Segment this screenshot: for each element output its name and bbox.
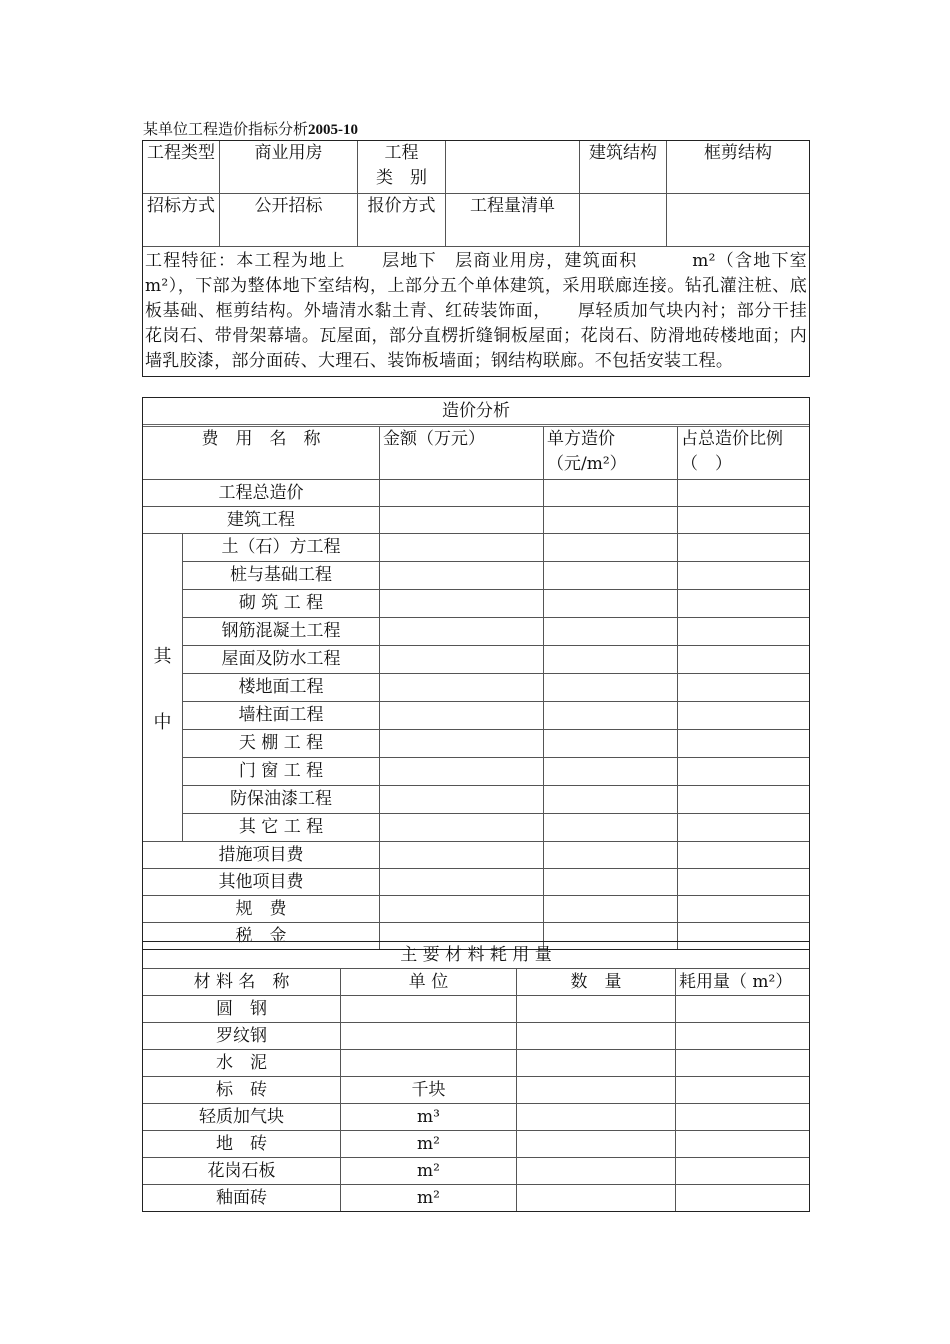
value-cell [380,674,544,701]
material-quantity [517,1023,676,1049]
value-cell [380,786,544,813]
value-cell [678,534,809,561]
table-row [183,786,809,814]
value-cell [380,534,544,561]
row-label: 其他项目费 [143,869,380,895]
material-usage [676,1023,809,1049]
value-cell [380,646,544,673]
of-which-label: 其 中 [143,534,183,841]
material-quantity [517,1158,676,1184]
value-cell [544,786,678,813]
features-row [143,247,842,376]
table-row [183,730,809,758]
quotation-method-value: 工程量清单 [446,194,580,246]
cost-section-title: 造价分析 [442,401,510,421]
material-row [143,1131,809,1158]
row-label: 防保油漆工程 [183,786,380,813]
project-type-value: 商业用房 [220,141,358,193]
project-category-label: 工程 类 别 [358,141,446,193]
table-row [183,702,809,730]
material-usage [676,1104,809,1130]
material-usage [676,1131,809,1157]
material-unit: 千块 [341,1077,517,1103]
material-quantity [517,1077,676,1103]
table-row [143,896,809,923]
value-cell [380,590,544,617]
table-row [183,646,809,674]
col-unit: 单 位 [341,969,517,995]
row-label: 工程总造价 [143,480,380,506]
material-name: 标 砖 [143,1077,341,1103]
value-cell [544,869,678,895]
material-unit: m³ [341,1104,517,1130]
material-quantity [517,1185,676,1211]
value-cell [544,562,678,589]
project-type-label: 工程类型 [143,141,220,193]
value-cell [380,758,544,785]
material-row [143,1158,809,1185]
info-row-1 [143,141,809,194]
col-fee-name: 费 用 名 称 [143,427,380,479]
value-cell [544,674,678,701]
value-cell [678,702,809,729]
material-usage [676,996,809,1022]
col-percentage: 占总造价比例（ ） [681,429,783,474]
value-cell [380,814,544,841]
value-cell [544,618,678,645]
materials-column-headers [143,969,809,996]
value-cell [380,730,544,757]
quotation-method-label: 报价方式 [358,194,446,246]
materials-section-header [143,942,809,969]
cost-analysis-table [142,397,810,950]
value-cell [678,674,809,701]
material-unit [341,1050,517,1076]
materials-section-title: 主 要 材 料 耗 用 量 [400,945,552,965]
material-row [143,1023,809,1050]
value-cell [544,646,678,673]
value-cell [678,814,809,841]
value-cell [544,896,678,922]
col-unit-cost: 单方造价（元/m²） [544,427,678,479]
value-cell [380,896,544,922]
value-cell [678,562,809,589]
material-usage [676,1185,809,1211]
row-label: 砌 筑 工 程 [183,590,380,617]
material-name: 轻质加气块 [143,1104,341,1130]
value-cell [678,842,809,868]
material-row [143,1050,809,1077]
material-name: 花岗石板 [143,1158,341,1184]
material-usage [676,1050,809,1076]
table-row [183,590,809,618]
row-label: 税 金 [143,923,380,949]
value-cell [678,618,809,645]
material-usage [676,1158,809,1184]
bidding-method-label: 招标方式 [143,194,220,246]
table-row [183,814,809,841]
structure-label: 建筑结构 [580,141,667,193]
material-row [143,996,809,1023]
material-row [143,1185,809,1211]
col-material-name: 材 料 名 称 [143,969,341,995]
value-cell [544,758,678,785]
bidding-method-value: 公开招标 [220,194,358,246]
value-cell [380,562,544,589]
cost-section-header [143,398,809,427]
row-label: 天 棚 工 程 [183,730,380,757]
material-name: 釉面砖 [143,1185,341,1211]
material-quantity [517,1050,676,1076]
table-row [143,842,809,869]
value-cell [544,702,678,729]
row-label: 钢筋混凝土工程 [183,618,380,645]
col-amount: 金额（万元） [380,427,544,479]
info-empty-cell [667,194,809,246]
row-label: 墙柱面工程 [183,702,380,729]
row-label: 规 费 [143,896,380,922]
material-unit: m² [341,1158,517,1184]
value-cell [678,646,809,673]
value-cell [544,534,678,561]
row-label: 门 窗 工 程 [183,758,380,785]
value-cell [380,702,544,729]
value-cell [544,814,678,841]
table-row [183,618,809,646]
row-label: 建筑工程 [143,507,380,533]
material-row [143,1077,809,1104]
project-features: 工程特征：本工程为地上 层地下 层商业用房，建筑面积 m²（含地下室 m²），下部为整体地下室结构，上部分五个单体建筑，采用联廊连接。钻孔灌注桩、底板基础、框剪结构。外墙清水黏土青、红砖装饰面， 厚轻质加气块内衬；部分干挂花岗石、带骨架幕墙。瓦屋面，部分直楞折缝铜板屋面；花岗石、防滑地砖楼地面；内墙乳胶漆，部分面砖、大理石、装饰板墙面；钢结构联廊。不包括安装工程。 [145,251,842,371]
table-row [143,480,809,507]
value-cell [678,590,809,617]
table-row [183,534,809,562]
cost-column-headers [143,427,809,480]
value-cell [380,842,544,868]
value-cell [544,842,678,868]
value-cell [678,730,809,757]
sub-items-group [143,534,809,842]
project-info-table [142,140,842,377]
material-unit [341,1023,517,1049]
table-row [183,674,809,702]
structure-value: 框剪结构 [704,143,772,163]
value-cell [678,869,809,895]
material-name: 罗纹钢 [143,1023,341,1049]
value-cell [678,758,809,785]
col-usage: 耗用量（ m²） [679,972,793,992]
table-row [143,507,809,534]
table-row [183,758,809,786]
page-title: 某单位工程造价指标分析2005-10 [143,120,359,138]
material-unit [341,996,517,1022]
material-quantity [517,1104,676,1130]
value-cell [380,869,544,895]
material-name: 地 砖 [143,1131,341,1157]
row-label: 其 它 工 程 [183,814,380,841]
table-row [183,562,809,590]
material-quantity [517,996,676,1022]
value-cell [678,786,809,813]
material-name: 水 泥 [143,1050,341,1076]
materials-table [142,941,810,1212]
material-usage [676,1077,809,1103]
value-cell [380,618,544,645]
value-cell [678,896,809,922]
table-row [143,869,809,896]
material-quantity [517,1131,676,1157]
row-label: 楼地面工程 [183,674,380,701]
material-unit: m² [341,1131,517,1157]
value-cell [544,590,678,617]
col-quantity: 数 量 [517,969,676,995]
material-row [143,1104,809,1131]
info-row-2 [143,194,809,247]
material-name: 圆 钢 [143,996,341,1022]
row-label: 措施项目费 [143,842,380,868]
row-label: 土（石）方工程 [183,534,380,561]
row-label: 屋面及防水工程 [183,646,380,673]
row-label: 桩与基础工程 [183,562,380,589]
value-cell [544,730,678,757]
info-empty-cell [580,194,667,246]
project-category-value [446,141,580,193]
material-unit: m² [341,1185,517,1211]
